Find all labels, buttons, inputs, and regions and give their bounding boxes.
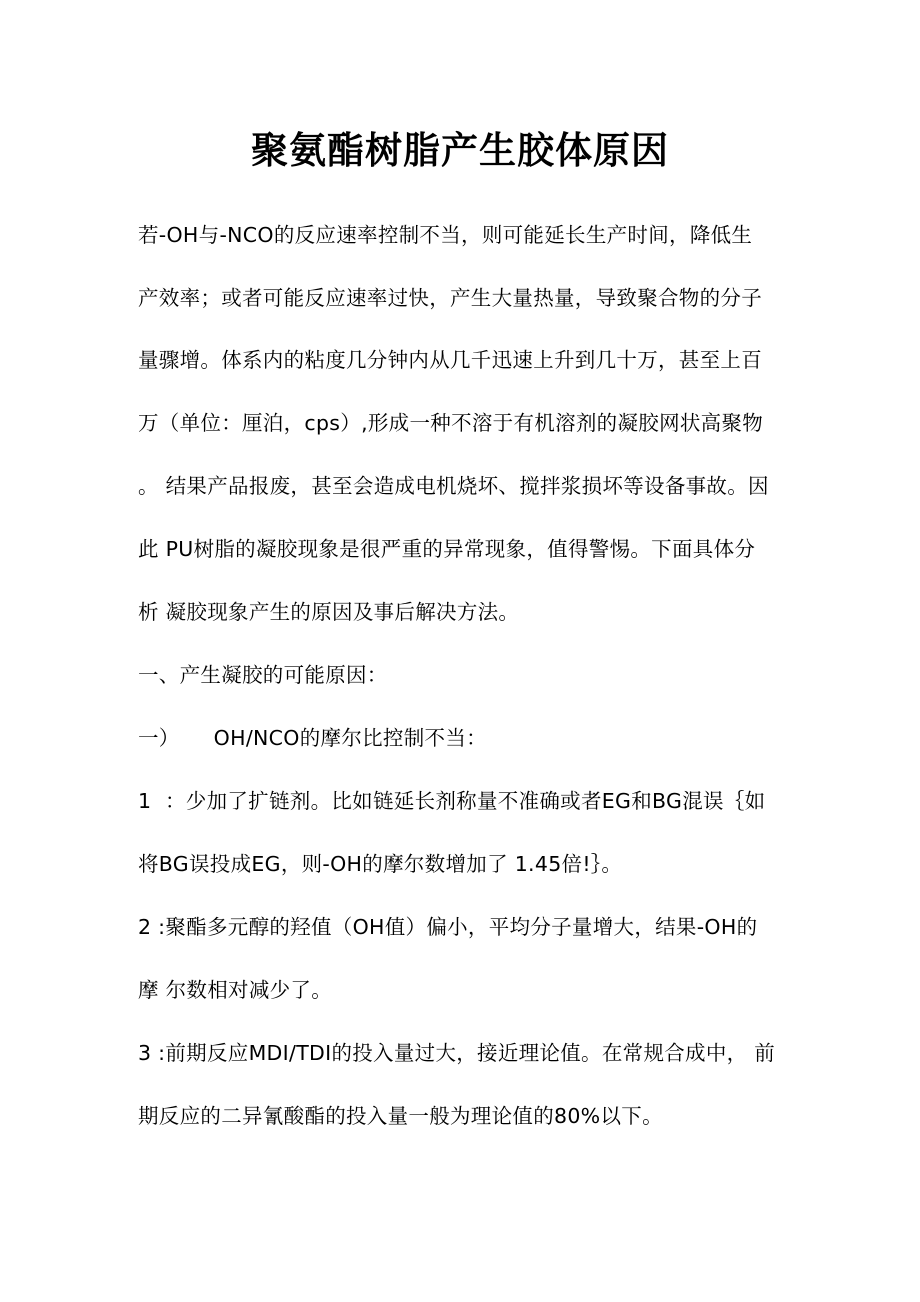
list-item-line: 2 :聚酯多元醇的羟值（OH值）偏小，平均分子量增大，结果-OH的 [138, 915, 758, 939]
list-item-line: 将BG误投成EG，则-OH的摩尔数增加了 1.45倍!｝。 [138, 852, 623, 876]
paragraph-line: 若-OH与-NCO的反应速率控制不当，则可能延长生产时间，降低生 [138, 223, 753, 247]
paragraph-line: 万（单位：厘泊，cps）,形成一种不溶于有机溶剂的凝胶网状高聚物 [138, 411, 764, 435]
paragraph-line: 此 PU树脂的凝胶现象是很严重的异常现象，值得警惕。下面具体分 [138, 537, 756, 561]
section-heading: 一、产生凝胶的可能原因： [138, 663, 388, 687]
paragraph-line: 量骤增。体系内的粘度几分钟内从几千迅速上升到几十万，甚至上百 [138, 348, 762, 372]
subsection-heading: 一） OH/NCO的摩尔比控制不当： [138, 726, 487, 750]
paragraph-line: 析 凝胶现象产生的原因及事后解决方法。 [138, 600, 520, 624]
paragraph-line: 。 结果产品报废，甚至会造成电机烧坏、搅拌浆损坏等设备事故。因 [138, 474, 769, 498]
list-item-line: 1 ：少加了扩链剂。比如链延长剂称量不准确或者EG和BG混误｛如 [138, 789, 766, 813]
document-title: 聚氨酯树脂产生胶体原因 [251, 129, 669, 172]
paragraph-line: 产效率；或者可能反应速率过快，产生大量热量，导致聚合物的分子 [138, 286, 762, 310]
list-item-line: 3 :前期反应MDI/TDI的投入量过大，接近理论值。在常规合成中， 前 [138, 1041, 776, 1065]
list-item-line: 期反应的二异氰酸酯的投入量一般为理论值的80%以下。 [138, 1104, 663, 1128]
list-item-line: 摩 尔数相对减少了。 [138, 978, 333, 1002]
